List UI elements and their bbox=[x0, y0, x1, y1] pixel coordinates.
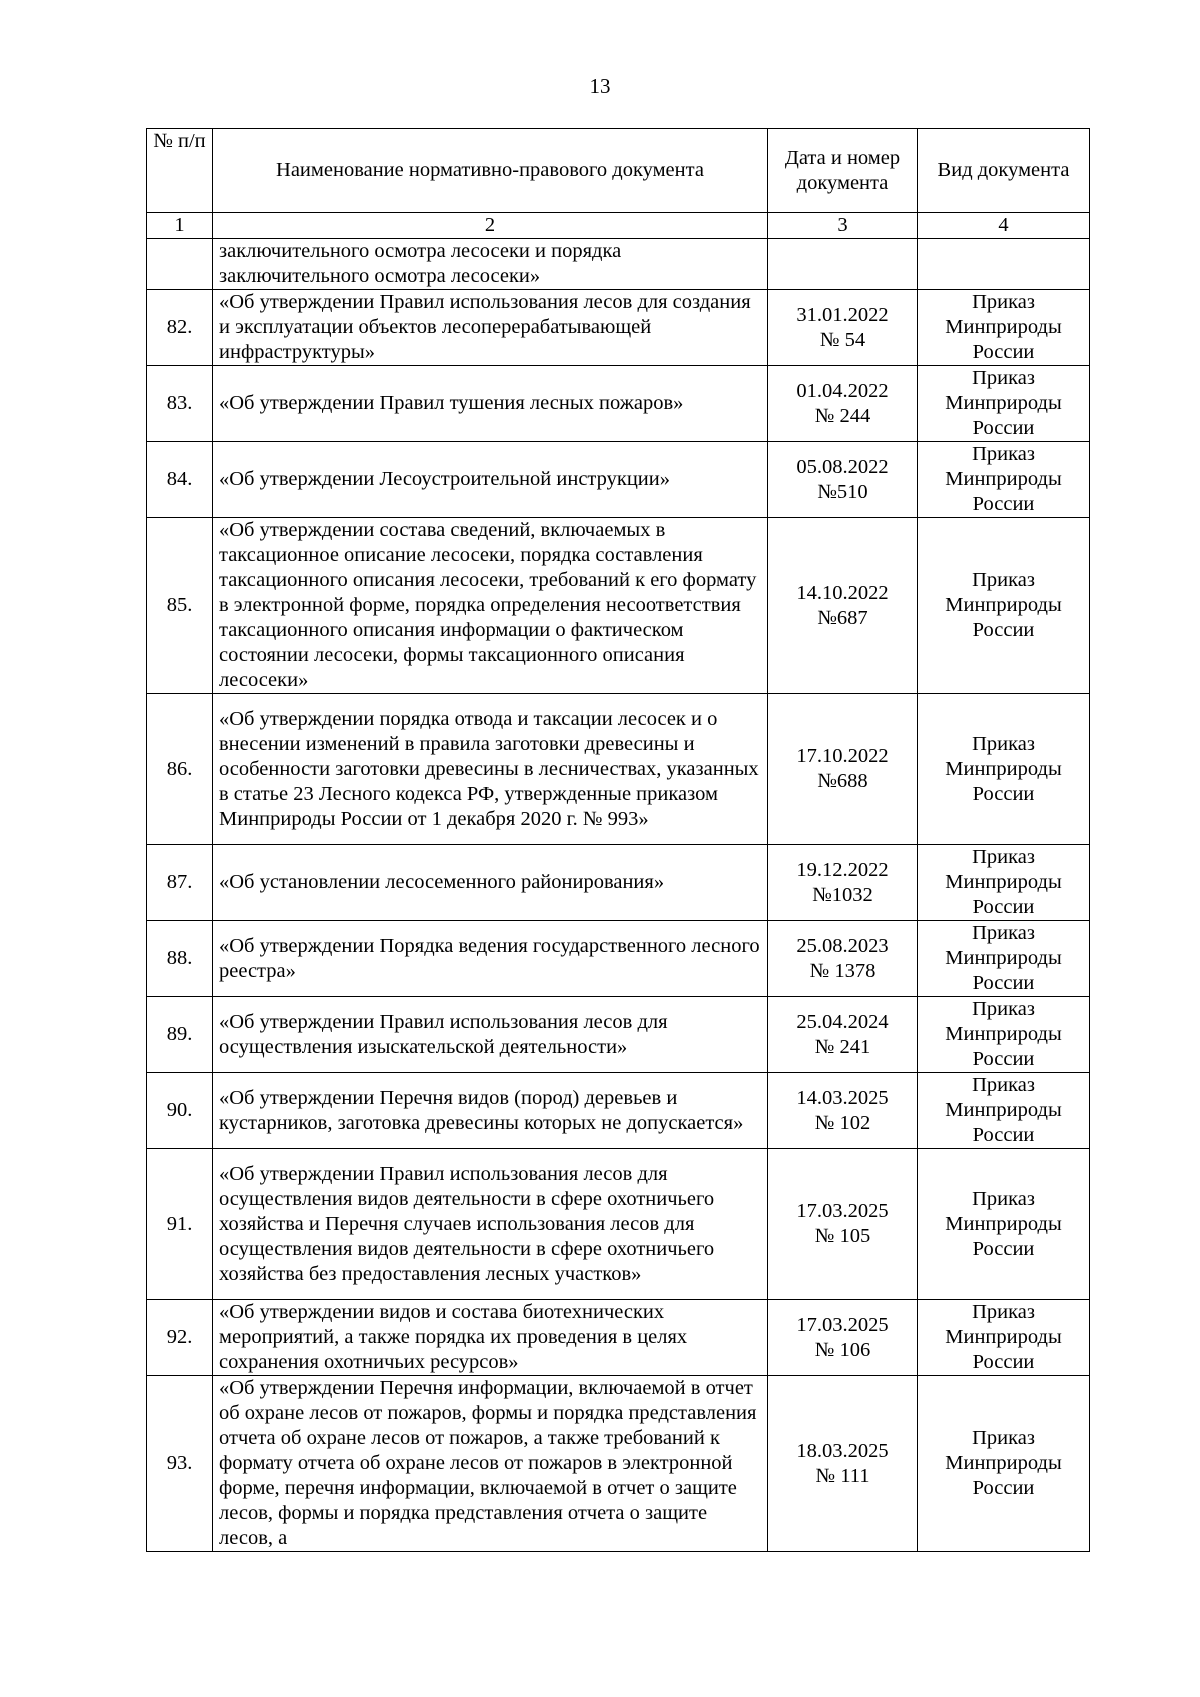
row-name: «Об утверждении Лесоустроительной инструкции» bbox=[213, 442, 768, 518]
row-date bbox=[768, 921, 918, 997]
table-row bbox=[147, 694, 1090, 845]
row-date bbox=[768, 366, 918, 442]
row-date bbox=[768, 239, 918, 290]
row-name: «Об утверждении состава сведений, включаемых в таксационное описание лесосеки, порядка составления таксационного описания лесосеки, требований к его формату в электронной форме, порядка определения несоответствия таксационного описания информации о фактическом состоянии лесосеки, формы таксационного описания лесосеки» bbox=[213, 518, 768, 694]
row-kind: Приказ Минприроды России bbox=[918, 1300, 1090, 1376]
row-date bbox=[768, 290, 918, 366]
row-kind: Приказ Минприроды России bbox=[918, 442, 1090, 518]
row-date-value: 05.08.2022 bbox=[796, 455, 889, 478]
row-date-value: 14.10.2022 bbox=[796, 581, 889, 604]
column-number: 1 bbox=[147, 213, 213, 239]
row-date-value: 19.12.2022 bbox=[796, 858, 889, 881]
column-number: 2 bbox=[213, 213, 768, 239]
table-header-row bbox=[147, 129, 1090, 213]
row-name: «Об утверждении Перечня информации, включаемой в отчет об охране лесов от пожаров, формы и порядка представления отчета об охране лесов от пожаров, а также требований к формату отчета об охране лесов от пожаров в электронной форме, перечня информации, включаемой в отчет о защите лесов, формы и порядка представления отчета о защите лесов, а bbox=[213, 1376, 768, 1552]
table-row bbox=[147, 290, 1090, 366]
row-name: «Об утверждении Правил использования лесов для осуществления видов деятельности в сфере охотничьего хозяйства и Перечня случаев использования лесов для осуществления видов деятельности в сфере охотничьего хозяйства без предоставления лесных участков» bbox=[213, 1149, 768, 1300]
row-name: «Об установлении лесосеменного районирования» bbox=[213, 845, 768, 921]
row-doc-number: № 244 bbox=[814, 404, 871, 427]
header-num: № п/п bbox=[147, 129, 213, 213]
row-kind: Приказ Минприроды России bbox=[918, 1376, 1090, 1552]
row-num: 91. bbox=[147, 1149, 213, 1300]
header-date: Дата и номер документа bbox=[768, 129, 918, 213]
row-date bbox=[768, 1376, 918, 1552]
row-num: 84. bbox=[147, 442, 213, 518]
row-date bbox=[768, 1073, 918, 1149]
documents-table bbox=[146, 128, 1090, 1552]
row-date bbox=[768, 997, 918, 1073]
table-row bbox=[147, 442, 1090, 518]
page-number: 13 bbox=[589, 74, 611, 98]
row-date-value: 14.03.2025 bbox=[796, 1086, 889, 1109]
row-name: «Об утверждении Правил использования лесов для осуществления изыскательской деятельности» bbox=[213, 997, 768, 1073]
row-doc-number: № 102 bbox=[814, 1111, 871, 1134]
row-kind: Приказ Минприроды России bbox=[918, 845, 1090, 921]
row-date-value: 17.03.2025 bbox=[796, 1313, 889, 1336]
row-date-value: 18.03.2025 bbox=[796, 1439, 889, 1462]
row-name: «Об утверждении Перечня видов (пород) деревьев и кустарников, заготовка древесины которых не допускается» bbox=[213, 1073, 768, 1149]
row-num: 85. bbox=[147, 518, 213, 694]
row-kind: Приказ Минприроды России bbox=[918, 694, 1090, 845]
row-kind: Приказ Минприроды России bbox=[918, 1149, 1090, 1300]
row-kind: Приказ Минприроды России bbox=[918, 997, 1090, 1073]
row-name: заключительного осмотра лесосеки и порядка заключительного осмотра лесосеки» bbox=[213, 239, 768, 290]
table-row bbox=[147, 1300, 1090, 1376]
row-doc-number: № 111 bbox=[815, 1464, 870, 1487]
row-name: «Об утверждении видов и состава биотехнических мероприятий, а также порядка их проведения в целях сохранения охотничьих ресурсов» bbox=[213, 1300, 768, 1376]
row-date bbox=[768, 1300, 918, 1376]
table-row bbox=[147, 1149, 1090, 1300]
row-date-value: 25.04.2024 bbox=[796, 1010, 889, 1033]
row-name: «Об утверждении Порядка ведения государственного лесного реестра» bbox=[213, 921, 768, 997]
row-num: 86. bbox=[147, 694, 213, 845]
header-name: Наименование нормативно-правового документа bbox=[213, 129, 768, 213]
table-row bbox=[147, 1376, 1090, 1552]
row-name: «Об утверждении порядка отвода и таксации лесосек и о внесении изменений в правила заготовки древесины и особенности заготовки древесины в лесничествах, указанных в статье 23 Лесного кодекса РФ, утвержденные приказом Минприроды России от 1 декабря 2020 г. № 993» bbox=[213, 694, 768, 845]
row-num: 92. bbox=[147, 1300, 213, 1376]
row-doc-number: № 106 bbox=[814, 1338, 871, 1361]
row-num: 93. bbox=[147, 1376, 213, 1552]
row-date bbox=[768, 518, 918, 694]
row-date-value: 25.08.2023 bbox=[796, 934, 889, 957]
table-row bbox=[147, 1073, 1090, 1149]
row-date bbox=[768, 845, 918, 921]
table-row bbox=[147, 845, 1090, 921]
row-num: 88. bbox=[147, 921, 213, 997]
row-date-value: 01.04.2022 bbox=[796, 379, 889, 402]
row-num: 87. bbox=[147, 845, 213, 921]
row-date bbox=[768, 694, 918, 845]
row-date-value: 17.10.2022 bbox=[796, 745, 889, 767]
row-kind: Приказ Минприроды России bbox=[918, 290, 1090, 366]
row-num: 83. bbox=[147, 366, 213, 442]
row-date-value: 31.01.2022 bbox=[796, 303, 889, 326]
row-doc-number: №687 bbox=[817, 606, 868, 629]
row-name: «Об утверждении Правил тушения лесных пожаров» bbox=[213, 366, 768, 442]
row-kind: Приказ Минприроды России bbox=[918, 921, 1090, 997]
header-kind: Вид документа bbox=[918, 129, 1090, 213]
row-num bbox=[147, 239, 213, 290]
column-number: 4 bbox=[918, 213, 1090, 239]
row-kind: Приказ Минприроды России bbox=[918, 366, 1090, 442]
row-doc-number: №1032 bbox=[812, 883, 873, 906]
row-kind bbox=[918, 239, 1090, 290]
row-num: 82. bbox=[147, 290, 213, 366]
row-doc-number: №688 bbox=[817, 770, 868, 792]
row-num: 89. bbox=[147, 997, 213, 1073]
row-name: «Об утверждении Правил использования лесов для создания и эксплуатации объектов лесоперерабатывающей инфраструктуры» bbox=[213, 290, 768, 366]
row-date bbox=[768, 442, 918, 518]
continuation-row bbox=[147, 239, 1090, 290]
table-row bbox=[147, 921, 1090, 997]
row-doc-number: № 54 bbox=[819, 328, 866, 351]
column-numbers-row bbox=[147, 213, 1090, 239]
row-date-value: 17.03.2025 bbox=[796, 1200, 889, 1222]
row-doc-number: №510 bbox=[817, 480, 868, 503]
row-doc-number: № 105 bbox=[814, 1225, 871, 1247]
table-row bbox=[147, 366, 1090, 442]
row-kind: Приказ Минприроды России bbox=[918, 1073, 1090, 1149]
row-doc-number: № 241 bbox=[814, 1035, 871, 1058]
table-row bbox=[147, 518, 1090, 694]
row-date bbox=[768, 1149, 918, 1300]
row-doc-number: № 1378 bbox=[809, 959, 876, 982]
row-num: 90. bbox=[147, 1073, 213, 1149]
column-number: 3 bbox=[768, 213, 918, 239]
row-kind: Приказ Минприроды России bbox=[918, 518, 1090, 694]
table-row bbox=[147, 997, 1090, 1073]
